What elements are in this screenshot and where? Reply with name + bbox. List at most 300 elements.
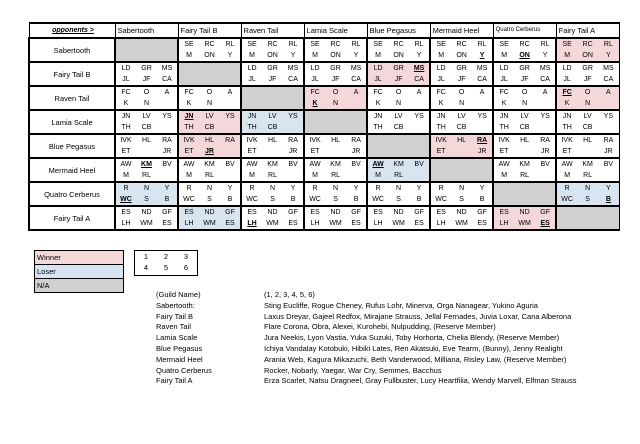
- cell-7-3-2: GF: [346, 206, 367, 218]
- cell-5-6-0: AW: [493, 158, 514, 170]
- guild-list-header-name: (Guild Name): [156, 290, 201, 299]
- cell-7-6-5: ES: [535, 218, 556, 230]
- cell-0-1-0: SE: [178, 38, 199, 50]
- cell-5-3-0: AW: [304, 158, 325, 170]
- cell-2-1-3: K: [178, 98, 199, 110]
- cell-4-0-1: HL: [136, 134, 157, 146]
- cell-4-5-2: RA: [472, 134, 493, 146]
- cell-3-3-4: [325, 122, 346, 134]
- cell-3-6-4: CB: [514, 122, 535, 134]
- cell-3-3-3: [304, 122, 325, 134]
- cell-6-7-5: B: [598, 194, 619, 206]
- cell-0-0-5: [157, 50, 178, 62]
- cell-1-4-4: JF: [388, 74, 409, 86]
- cell-0-1-5: Y: [220, 50, 241, 62]
- cell-5-2-2: BV: [283, 158, 304, 170]
- cell-1-0-2: MS: [157, 62, 178, 74]
- cell-5-3-4: RL: [325, 170, 346, 182]
- cell-5-2-1: KM: [262, 158, 283, 170]
- cell-2-6-0: FC: [493, 86, 514, 98]
- guild-name: Sabertooth:: [156, 300, 195, 310]
- cell-5-6-4: RL: [514, 170, 535, 182]
- cell-3-1-2: YS: [220, 110, 241, 122]
- cell-4-4-1: [388, 134, 409, 146]
- cell-0-5-2: RL: [472, 38, 493, 50]
- cell-2-6-3: K: [493, 98, 514, 110]
- cell-6-0-3: WC: [115, 194, 136, 206]
- cell-7-1-1: ND: [199, 206, 220, 218]
- cell-3-1-5: [220, 122, 241, 134]
- cell-3-6-1: LV: [514, 110, 535, 122]
- cell-5-7-1: KM: [577, 158, 598, 170]
- cell-6-4-0: R: [367, 182, 388, 194]
- cell-5-0-1: KM: [136, 158, 157, 170]
- cell-6-0-5: B: [157, 194, 178, 206]
- cell-3-4-0: JN: [367, 110, 388, 122]
- cell-2-4-2: A: [409, 86, 430, 98]
- cell-5-4-5: [409, 170, 430, 182]
- cell-4-6-5: JR: [535, 146, 556, 158]
- cell-0-7-2: RL: [598, 38, 619, 50]
- cell-1-3-3: JL: [304, 74, 325, 86]
- cell-0-6-2: RL: [535, 38, 556, 50]
- cell-5-4-2: BV: [409, 158, 430, 170]
- cell-6-5-3: WC: [430, 194, 451, 206]
- cell-0-7-5: Y: [598, 50, 619, 62]
- cell-1-7-2: MS: [598, 62, 619, 74]
- guild-name: Lamia Scale: [156, 333, 198, 343]
- cell-2-7-3: K: [556, 98, 577, 110]
- cell-2-1-5: [220, 98, 241, 110]
- cell-0-3-5: Y: [346, 50, 367, 62]
- cell-4-7-2: RA: [598, 134, 619, 146]
- cell-2-7-0: FC: [556, 86, 577, 98]
- cell-1-5-0: LD: [430, 62, 451, 74]
- cell-2-4-3: K: [367, 98, 388, 110]
- cell-1-1-0: [178, 62, 199, 74]
- cell-7-4-2: GF: [409, 206, 430, 218]
- cell-5-3-5: [346, 170, 367, 182]
- cell-2-2-1: [262, 86, 283, 98]
- column-header-2: Raven Tail: [241, 23, 304, 38]
- cell-4-5-3: ET: [430, 146, 451, 158]
- cell-5-6-5: [535, 170, 556, 182]
- cell-5-7-5: [598, 170, 619, 182]
- cell-1-3-5: CA: [346, 74, 367, 86]
- cell-3-2-4: CB: [262, 122, 283, 134]
- cell-4-7-1: HL: [577, 134, 598, 146]
- guild-name: Fairy Tail B: [156, 311, 193, 321]
- cell-6-2-2: Y: [283, 182, 304, 194]
- cell-1-1-3: [178, 74, 199, 86]
- cell-1-0-4: JF: [136, 74, 157, 86]
- cell-1-3-2: MS: [346, 62, 367, 74]
- column-header-1: Fairy Tail B: [178, 23, 241, 38]
- guild-name: Mermaid Heel: [156, 354, 203, 364]
- cell-4-1-0: IVK: [178, 134, 199, 146]
- cell-7-6-3: LH: [493, 218, 514, 230]
- cell-1-2-3: JL: [241, 74, 262, 86]
- cell-5-4-4: RL: [388, 170, 409, 182]
- cell-7-0-1: ND: [136, 206, 157, 218]
- cell-3-4-3: TH: [367, 122, 388, 134]
- cell-3-7-1: LV: [577, 110, 598, 122]
- cell-1-7-3: JL: [556, 74, 577, 86]
- cell-0-4-3: M: [367, 50, 388, 62]
- cell-3-7-0: JN: [556, 110, 577, 122]
- cell-4-1-2: RA: [220, 134, 241, 146]
- cell-7-5-4: WM: [451, 218, 472, 230]
- cell-5-5-5: [472, 170, 493, 182]
- cell-7-3-0: ES: [304, 206, 325, 218]
- row-header-2: Raven Tail: [29, 86, 115, 110]
- cell-1-0-0: LD: [115, 62, 136, 74]
- cell-4-4-2: [409, 134, 430, 146]
- cell-7-7-3: [556, 218, 577, 230]
- cell-7-5-0: ES: [430, 206, 451, 218]
- cell-2-0-3: K: [115, 98, 136, 110]
- cell-2-5-5: [472, 98, 493, 110]
- cell-6-7-2: Y: [598, 182, 619, 194]
- column-header-5: Mermaid Heel: [430, 23, 493, 38]
- row-header-3: Lamia Scale: [29, 110, 115, 134]
- cell-0-0-3: [115, 50, 136, 62]
- cell-2-5-1: O: [451, 86, 472, 98]
- cell-6-7-4: S: [577, 194, 598, 206]
- cell-5-1-1: KM: [199, 158, 220, 170]
- cell-5-2-3: M: [241, 170, 262, 182]
- cell-4-0-2: RA: [157, 134, 178, 146]
- cell-2-1-1: O: [199, 86, 220, 98]
- cell-5-5-3: [430, 170, 451, 182]
- cell-4-3-4: [325, 146, 346, 158]
- cell-7-4-3: LH: [367, 218, 388, 230]
- cell-6-6-1: [514, 182, 535, 194]
- cell-4-6-3: ET: [493, 146, 514, 158]
- cell-5-3-1: KM: [325, 158, 346, 170]
- cell-7-2-0: ES: [241, 206, 262, 218]
- cell-5-6-3: M: [493, 170, 514, 182]
- cell-3-2-3: TH: [241, 122, 262, 134]
- cell-6-6-5: [535, 194, 556, 206]
- cell-6-6-3: [493, 194, 514, 206]
- guild-name: Quatro Cerberus: [156, 365, 212, 375]
- cell-7-6-0: ES: [493, 206, 514, 218]
- cell-7-6-2: GF: [535, 206, 556, 218]
- cell-5-5-0: [430, 158, 451, 170]
- cell-2-3-4: N: [325, 98, 346, 110]
- cell-0-6-5: Y: [535, 50, 556, 62]
- cell-0-3-4: ON: [325, 50, 346, 62]
- cell-2-2-4: [262, 98, 283, 110]
- cell-2-7-1: O: [577, 86, 598, 98]
- position-key-3: 3: [183, 252, 189, 261]
- cell-3-0-2: YS: [157, 110, 178, 122]
- cell-1-2-5: CA: [283, 74, 304, 86]
- guild-row-3: [156, 333, 576, 344]
- cell-6-7-0: R: [556, 182, 577, 194]
- cell-6-5-4: S: [451, 194, 472, 206]
- cell-7-2-4: WM: [262, 218, 283, 230]
- cell-3-1-1: LV: [199, 110, 220, 122]
- cell-0-7-0: SE: [556, 38, 577, 50]
- cell-4-7-0: IVK: [556, 134, 577, 146]
- cell-3-3-0: [304, 110, 325, 122]
- cell-4-2-1: HL: [262, 134, 283, 146]
- cell-5-2-4: RL: [262, 170, 283, 182]
- cell-2-1-0: FC: [178, 86, 199, 98]
- cell-5-6-1: KM: [514, 158, 535, 170]
- guild-row-0: [156, 301, 576, 312]
- cell-1-6-2: MS: [535, 62, 556, 74]
- position-key-1: 1: [143, 252, 149, 261]
- cell-2-5-4: N: [451, 98, 472, 110]
- opponents-header: opponents >: [29, 23, 115, 38]
- cell-3-7-3: TH: [556, 122, 577, 134]
- cell-3-4-2: YS: [409, 110, 430, 122]
- cell-0-0-1: [136, 38, 157, 50]
- cell-4-3-5: JR: [346, 146, 367, 158]
- cell-3-3-5: [346, 122, 367, 134]
- guild-name: Fairy Tail A: [156, 376, 193, 386]
- cell-6-5-5: B: [472, 194, 493, 206]
- cell-7-2-2: GF: [283, 206, 304, 218]
- cell-0-2-4: ON: [262, 50, 283, 62]
- column-header-0: Sabertooth: [115, 23, 178, 38]
- cell-3-6-5: [535, 122, 556, 134]
- cell-7-4-0: ES: [367, 206, 388, 218]
- cell-5-0-0: AW: [115, 158, 136, 170]
- cell-6-0-0: R: [115, 182, 136, 194]
- row-header-5: Mermaid Heel: [29, 158, 115, 182]
- cell-1-7-4: JF: [577, 74, 598, 86]
- cell-2-6-5: [535, 98, 556, 110]
- position-key-5: 5: [163, 263, 169, 272]
- cell-1-2-0: LD: [241, 62, 262, 74]
- guild-row-4: [156, 344, 576, 355]
- cell-0-7-1: RC: [577, 38, 598, 50]
- column-header-7: Fairy Tail A: [556, 23, 619, 38]
- cell-4-6-0: IVK: [493, 134, 514, 146]
- cell-0-1-3: M: [178, 50, 199, 62]
- cell-4-2-5: JR: [283, 146, 304, 158]
- cell-6-7-3: WC: [556, 194, 577, 206]
- cell-4-4-5: [409, 146, 430, 158]
- cell-2-7-4: N: [577, 98, 598, 110]
- cell-7-4-5: ES: [409, 218, 430, 230]
- cell-1-4-3: JL: [367, 74, 388, 86]
- cell-4-7-3: ET: [556, 146, 577, 158]
- guild-row-6: [156, 366, 576, 377]
- cell-2-3-2: A: [346, 86, 367, 98]
- cell-0-4-5: Y: [409, 50, 430, 62]
- cell-1-7-5: CA: [598, 74, 619, 86]
- cell-1-4-5: CA: [409, 74, 430, 86]
- cell-2-3-0: FC: [304, 86, 325, 98]
- cell-6-3-5: B: [346, 194, 367, 206]
- cell-0-6-1: RC: [514, 38, 535, 50]
- cell-4-0-3: ET: [115, 146, 136, 158]
- cell-1-5-3: JL: [430, 74, 451, 86]
- cell-7-1-4: WM: [199, 218, 220, 230]
- cell-7-7-5: [598, 218, 619, 230]
- guild-members: Ichiya Vandalay Kotobuki, Hibiki Lates, Ren Akatsuki, Eve Tearm, (Bunny), Jenny Realight: [264, 343, 563, 353]
- cell-3-6-2: YS: [535, 110, 556, 122]
- cell-1-2-1: GR: [262, 62, 283, 74]
- cell-0-0-0: [115, 38, 136, 50]
- cell-0-1-4: ON: [199, 50, 220, 62]
- cell-6-3-1: N: [325, 182, 346, 194]
- cell-3-1-4: CB: [199, 122, 220, 134]
- cell-6-1-0: R: [178, 182, 199, 194]
- cell-6-5-1: N: [451, 182, 472, 194]
- position-key-6: 6: [183, 263, 189, 272]
- row-header-6: Quatro Cerberus: [29, 182, 115, 206]
- cell-1-7-0: LD: [556, 62, 577, 74]
- cell-7-7-2: [598, 206, 619, 218]
- cell-0-2-5: Y: [283, 50, 304, 62]
- cell-0-4-4: ON: [388, 50, 409, 62]
- cell-1-5-5: CA: [472, 74, 493, 86]
- guild-members: Laxus Dreyar, Gajeel Redfox, Mirajane Strauss, Jellal Fernades, Juvia Loxar, Cana Alberona: [264, 311, 572, 321]
- cell-4-6-1: HL: [514, 134, 535, 146]
- cell-1-2-2: MS: [283, 62, 304, 74]
- cell-0-4-2: RL: [409, 38, 430, 50]
- cell-2-2-5: [283, 98, 304, 110]
- cell-5-1-2: BV: [220, 158, 241, 170]
- legend-loser: Loser: [35, 265, 124, 279]
- cell-6-7-1: N: [577, 182, 598, 194]
- cell-4-3-3: ET: [304, 146, 325, 158]
- cell-7-2-1: ND: [262, 206, 283, 218]
- cell-2-2-0: [241, 86, 262, 98]
- cell-1-5-1: GR: [451, 62, 472, 74]
- cell-6-1-3: WC: [178, 194, 199, 206]
- cell-4-2-0: IVK: [241, 134, 262, 146]
- cell-5-1-0: AW: [178, 158, 199, 170]
- cell-5-4-0: AW: [367, 158, 388, 170]
- cell-2-7-5: [598, 98, 619, 110]
- cell-6-1-2: Y: [220, 182, 241, 194]
- cell-3-1-3: TH: [178, 122, 199, 134]
- cell-7-4-4: WM: [388, 218, 409, 230]
- column-header-6: Quatro Cerberus: [493, 23, 556, 38]
- cell-6-6-4: [514, 194, 535, 206]
- cell-4-5-0: IVK: [430, 134, 451, 146]
- row-header-4: Blue Pegasus: [29, 134, 115, 158]
- column-header-3: Lamia Scale: [304, 23, 367, 38]
- cell-7-0-4: WM: [136, 218, 157, 230]
- cell-6-4-1: N: [388, 182, 409, 194]
- cell-2-4-5: [409, 98, 430, 110]
- cell-3-2-0: JN: [241, 110, 262, 122]
- cell-4-6-2: RA: [535, 134, 556, 146]
- cell-2-3-5: [346, 98, 367, 110]
- cell-0-7-3: M: [556, 50, 577, 62]
- cell-0-2-3: M: [241, 50, 262, 62]
- guild-row-7: [156, 376, 576, 387]
- cell-5-7-3: M: [556, 170, 577, 182]
- cell-6-1-4: S: [199, 194, 220, 206]
- cell-5-7-4: RL: [577, 170, 598, 182]
- cell-0-3-3: M: [304, 50, 325, 62]
- cell-6-3-0: R: [304, 182, 325, 194]
- cell-6-4-3: WC: [367, 194, 388, 206]
- cell-7-1-2: GF: [220, 206, 241, 218]
- cell-1-6-1: GR: [514, 62, 535, 74]
- cell-2-5-3: K: [430, 98, 451, 110]
- cell-1-0-3: JL: [115, 74, 136, 86]
- cell-0-4-1: RC: [388, 38, 409, 50]
- cell-6-2-4: S: [262, 194, 283, 206]
- cell-6-2-3: WC: [241, 194, 262, 206]
- cell-2-0-0: FC: [115, 86, 136, 98]
- cell-0-3-1: RC: [325, 38, 346, 50]
- guild-row-1: [156, 312, 576, 323]
- cell-4-4-0: [367, 134, 388, 146]
- guild-name: Blue Pegasus: [156, 343, 203, 353]
- cell-7-0-0: ES: [115, 206, 136, 218]
- cell-3-4-1: LV: [388, 110, 409, 122]
- cell-1-5-2: MS: [472, 62, 493, 74]
- cell-4-4-4: [388, 146, 409, 158]
- guild-members: Sting Eucliffe, Rogue Cheney, Rufus Lohr, Minerva, Orga Nanagear, Yukino Aguria: [264, 300, 538, 310]
- cell-7-7-1: [577, 206, 598, 218]
- cell-0-0-4: [136, 50, 157, 62]
- cell-3-3-1: [325, 110, 346, 122]
- cell-5-5-4: [451, 170, 472, 182]
- cell-2-6-1: O: [514, 86, 535, 98]
- cell-3-0-0: JN: [115, 110, 136, 122]
- cell-3-0-1: LV: [136, 110, 157, 122]
- cell-5-2-0: AW: [241, 158, 262, 170]
- cell-1-4-2: MS: [409, 62, 430, 74]
- cell-2-4-4: N: [388, 98, 409, 110]
- cell-4-3-1: HL: [325, 134, 346, 146]
- cell-6-5-0: R: [430, 182, 451, 194]
- cell-4-3-0: IVK: [304, 134, 325, 146]
- cell-0-1-1: RC: [199, 38, 220, 50]
- cell-7-2-5: ES: [283, 218, 304, 230]
- guild-list-header-members: (1, 2, 3, 4, 5, 6): [264, 290, 315, 299]
- cell-3-0-5: [157, 122, 178, 134]
- cell-6-4-5: B: [409, 194, 430, 206]
- column-header-4: Blue Pegasus: [367, 23, 430, 38]
- cell-1-6-4: JF: [514, 74, 535, 86]
- cell-0-5-1: RC: [451, 38, 472, 50]
- guild-row-5: [156, 355, 576, 366]
- cell-7-7-0: [556, 206, 577, 218]
- cell-0-2-0: SE: [241, 38, 262, 50]
- cell-6-5-2: Y: [472, 182, 493, 194]
- cell-7-4-1: ND: [388, 206, 409, 218]
- cell-3-5-3: TH: [430, 122, 451, 134]
- cell-7-6-4: WM: [514, 218, 535, 230]
- cell-6-3-3: WC: [304, 194, 325, 206]
- cell-3-5-1: LV: [451, 110, 472, 122]
- cell-5-1-4: RL: [199, 170, 220, 182]
- cell-2-7-2: A: [598, 86, 619, 98]
- cell-4-5-1: HL: [451, 134, 472, 146]
- cell-5-3-2: BV: [346, 158, 367, 170]
- cell-7-3-3: LH: [304, 218, 325, 230]
- cell-0-4-0: SE: [367, 38, 388, 50]
- cell-0-3-0: SE: [304, 38, 325, 50]
- cell-3-5-5: [472, 122, 493, 134]
- cell-7-7-4: [577, 218, 598, 230]
- cell-0-2-2: RL: [283, 38, 304, 50]
- cell-7-0-2: GF: [157, 206, 178, 218]
